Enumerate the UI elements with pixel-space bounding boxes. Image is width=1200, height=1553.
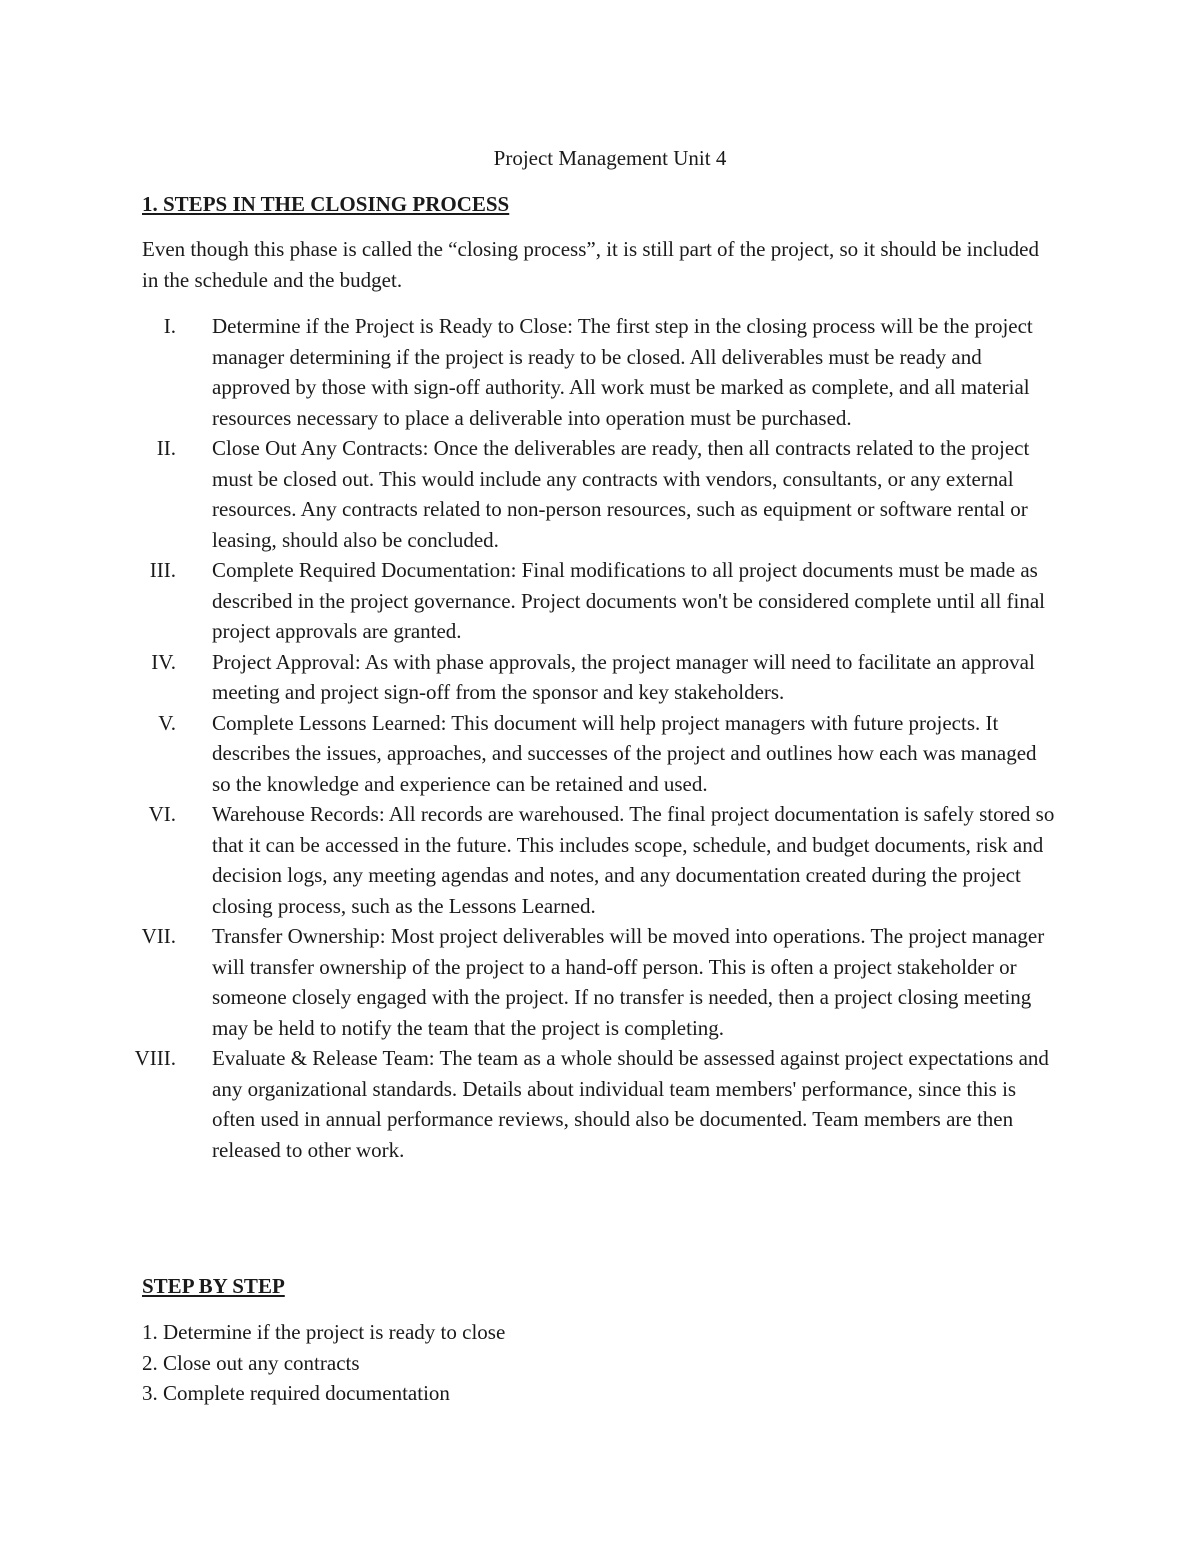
list-item bbox=[100, 433, 1080, 555]
intro-paragraph: Even though this phase is called the “closing process”, it is still part of the project, so it should be included in the schedule and the budget. bbox=[142, 237, 1039, 292]
list-item bbox=[100, 799, 1080, 921]
list-item: 2. Close out any contracts bbox=[142, 1350, 360, 1375]
list-item bbox=[100, 311, 1080, 433]
step-number: III. bbox=[149, 558, 176, 582]
step-number: IV. bbox=[151, 649, 176, 674]
step-text: Close Out Any Contracts: Once the deliverables are ready, then all contracts related to the project must be closed out. This would include any contracts with vendors, consultants, or any external resources. Any contracts related to non-person resources, such as equipment or software rental or leasing, should also be concluded. bbox=[212, 436, 1030, 552]
closing-steps-list bbox=[100, 311, 1080, 1165]
document-title: Project Management Unit 4 bbox=[493, 146, 727, 170]
step-number: V. bbox=[158, 710, 176, 735]
list-item bbox=[100, 647, 1080, 708]
step-text: Complete Required Documentation: Final modifications to all project documents must be made as described in the project governance. Project documents won't be considered complete until all final project approvals are granted. bbox=[212, 558, 1046, 643]
step-number: I. bbox=[163, 314, 176, 338]
step-by-step-list bbox=[142, 1317, 505, 1409]
step-number: VII. bbox=[141, 924, 176, 948]
list-item bbox=[100, 555, 1080, 647]
step-number: II. bbox=[156, 436, 176, 460]
step-number: VI. bbox=[148, 802, 176, 826]
list-item: 1. Determine if the project is ready to close bbox=[142, 1320, 506, 1344]
section-heading-step-by-step: STEP BY STEP bbox=[142, 1274, 285, 1298]
step-text: Transfer Ownership: Most project deliverables will be moved into operations. The project manager will transfer ownership of the project to a hand-off person. This is often a project stakeholder or someone closely engaged with the project. If no transfer is needed, then a project closing meeting may be held to notify the team that the project is completing. bbox=[212, 924, 1045, 1040]
step-number: VIII. bbox=[134, 1046, 176, 1070]
step-text: Warehouse Records: All records are warehoused. The final project documentation is safely stored so that it can be accessed in the future. This includes scope, schedule, and budget documents, risk and decision logs, any meeting agendas and notes, and any documentation created during the project closing process, such as the Lessons Learned. bbox=[212, 802, 1055, 918]
step-text: Determine if the Project is Ready to Close: The first step in the closing process will be the project manager determining if the project is ready to be closed. All deliverables must be ready and approved by those with sign-off authority. All work must be marked as complete, and all material resources necessary to place a deliverable into operation must be purchased. bbox=[212, 314, 1033, 430]
step-text: Project Approval: As with phase approvals, the project manager will need to facilitate an approval meeting and project sign-off from the sponsor and key stakeholders. bbox=[212, 649, 1035, 704]
list-item bbox=[100, 921, 1080, 1043]
list-item: 3. Complete required documentation bbox=[142, 1381, 450, 1405]
step-text: Evaluate & Release Team: The team as a whole should be assessed against project expectations and any organizational standards. Details about individual team members' performance, since this is often used in annual performance reviews, should also be documented. Team members are then released to other work. bbox=[212, 1046, 1049, 1162]
list-item bbox=[100, 708, 1080, 800]
step-text: Complete Lessons Learned: This document will help project managers with future projects. It describes the issues, approaches, and successes of the project and outlines how each was managed so the knowledge and experience can be retained and used. bbox=[212, 710, 1037, 796]
list-item bbox=[100, 1043, 1080, 1165]
section-heading-closing-process: 1. STEPS IN THE CLOSING PROCESS bbox=[142, 192, 510, 216]
